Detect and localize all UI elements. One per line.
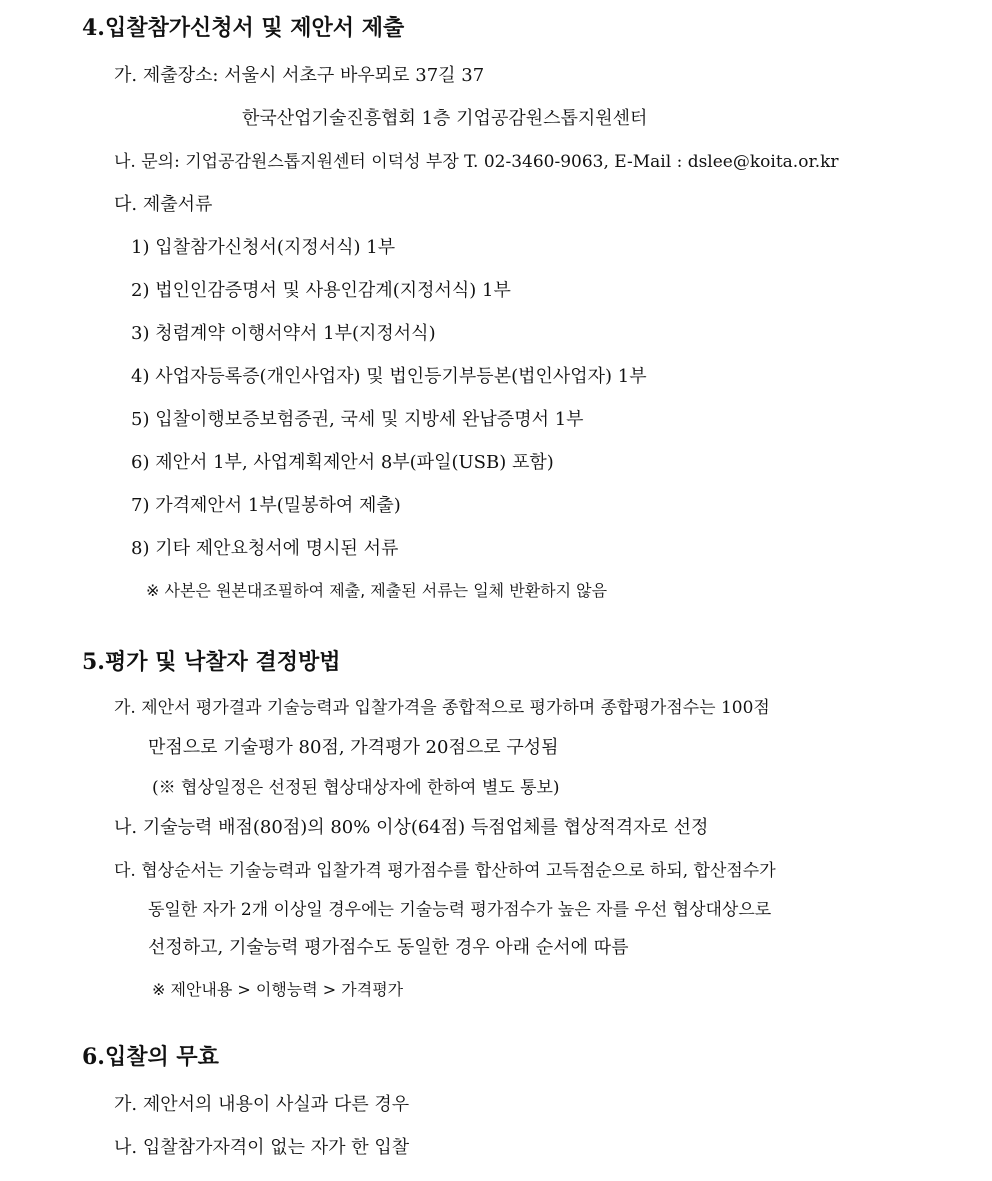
item-4-a-continuation bbox=[242, 107, 647, 131]
item-label: 나. bbox=[114, 1137, 138, 1158]
list-text: 입찰참가신청서(지정서식) 1부 bbox=[155, 237, 396, 258]
list-text: 청렴계약 이행서약서 1부(지정서식) bbox=[155, 323, 436, 344]
document-list-item bbox=[131, 236, 395, 260]
item-label: 가. bbox=[114, 1094, 138, 1115]
item-text: 만점으로 기술평가 80점, 가격평가 20점으로 구성됨 bbox=[148, 737, 559, 758]
item-label: 나. bbox=[114, 152, 136, 172]
item-label: 나. bbox=[114, 817, 138, 838]
list-number: 7) bbox=[131, 495, 150, 516]
list-text: 가격제안서 1부(밀봉하여 제출) bbox=[155, 495, 401, 516]
item-6-a bbox=[114, 1093, 409, 1117]
section-number: 6. bbox=[82, 1044, 105, 1070]
section-number: 4. bbox=[82, 15, 105, 41]
item-5-c-line3 bbox=[148, 936, 628, 960]
section-title: 입찰참가신청서 및 제안서 제출 bbox=[104, 15, 405, 41]
item-label: 가. bbox=[114, 65, 138, 86]
section-number: 5. bbox=[82, 649, 105, 675]
item-label: 가. bbox=[114, 698, 136, 718]
list-number: 8) bbox=[131, 538, 150, 559]
list-number: 2) bbox=[131, 280, 150, 301]
section-4-heading bbox=[82, 14, 404, 42]
section-6-heading bbox=[82, 1043, 219, 1071]
document-list-item bbox=[131, 408, 584, 432]
document-list-item bbox=[131, 537, 398, 561]
list-number: 1) bbox=[131, 237, 150, 258]
item-5-c-line2 bbox=[148, 898, 771, 922]
list-text: 입찰이행보증보험증권, 국세 및 지방세 완납증명서 1부 bbox=[155, 409, 584, 430]
document-list-item bbox=[131, 322, 436, 346]
item-6-b bbox=[114, 1136, 409, 1160]
list-number: 6) bbox=[131, 452, 150, 473]
note-text bbox=[152, 978, 403, 1002]
item-text: 동일한 자가 2개 이상일 경우에는 기술능력 평가점수가 높은 자를 우선 협상대상으로 bbox=[148, 900, 772, 920]
item-4-a bbox=[114, 64, 484, 88]
item-4-b bbox=[114, 150, 839, 174]
item-text: 제안서 평가결과 기술능력과 입찰가격을 종합적으로 평가하며 종합평가점수는 100점 bbox=[141, 698, 770, 718]
item-label: 다. bbox=[114, 194, 138, 215]
item-text: 입찰참가자격이 없는 자가 한 입찰 bbox=[142, 1137, 410, 1158]
list-text: 사업자등록증(개인사업자) 및 법인등기부등본(법인사업자) 1부 bbox=[155, 366, 647, 387]
item-text: 한국산업기술진흥협회 1층 기업공감원스톱지원센터 bbox=[242, 108, 648, 129]
item-text: 선정하고, 기술능력 평가점수도 동일한 경우 아래 순서에 따름 bbox=[148, 937, 629, 958]
section-title: 평가 및 낙찰자 결정방법 bbox=[104, 649, 341, 675]
document-list-item bbox=[131, 279, 511, 303]
note-content: ※ 제안내용 > 이행능력 > 가격평가 bbox=[152, 980, 404, 999]
section-title: 입찰의 무효 bbox=[104, 1044, 219, 1070]
item-text: 제출장소: 서울시 서초구 바우뫼로 37길 37 bbox=[142, 65, 485, 86]
list-number: 5) bbox=[131, 409, 150, 430]
item-text: 기술능력 배점(80점)의 80% 이상(64점) 득점업체를 협상적격자로 선정 bbox=[142, 817, 709, 838]
document-list-item bbox=[131, 494, 401, 518]
item-text: 문의: 기업공감원스톱지원센터 이덕성 부장 T. 02-3460-9063, E-Mail : dslee@koita.or.kr bbox=[141, 152, 839, 172]
section-5-heading bbox=[82, 648, 340, 676]
item-text: 제안서의 내용이 사실과 다른 경우 bbox=[142, 1094, 410, 1115]
list-number: 4) bbox=[131, 366, 150, 387]
item-text: 제출서류 bbox=[142, 194, 213, 215]
item-5-c bbox=[114, 859, 776, 883]
list-number: 3) bbox=[131, 323, 150, 344]
item-label: 다. bbox=[114, 861, 136, 881]
item-5-a bbox=[114, 696, 770, 720]
item-5-b bbox=[114, 816, 708, 840]
item-5-a-line2 bbox=[148, 736, 559, 760]
note-text bbox=[146, 579, 607, 603]
document-list-item bbox=[131, 365, 647, 389]
list-text: 기타 제안요청서에 명시된 서류 bbox=[155, 538, 399, 559]
item-4-c bbox=[114, 193, 212, 217]
item-text: 협상순서는 기술능력과 입찰가격 평가점수를 합산하여 고득점순으로 하되, 합산점수가 bbox=[141, 861, 776, 881]
document-list-item bbox=[131, 451, 554, 475]
note-text bbox=[152, 776, 560, 800]
note-content: (※ 협상일정은 선정된 협상대상자에 한하여 별도 통보) bbox=[152, 778, 560, 798]
list-text: 제안서 1부, 사업계획제안서 8부(파일(USB) 포함) bbox=[155, 452, 554, 473]
note-content: ※ 사본은 원본대조필하여 제출, 제출된 서류는 일체 반환하지 않음 bbox=[146, 581, 608, 600]
list-text: 법인인감증명서 및 사용인감계(지정서식) 1부 bbox=[155, 280, 511, 301]
